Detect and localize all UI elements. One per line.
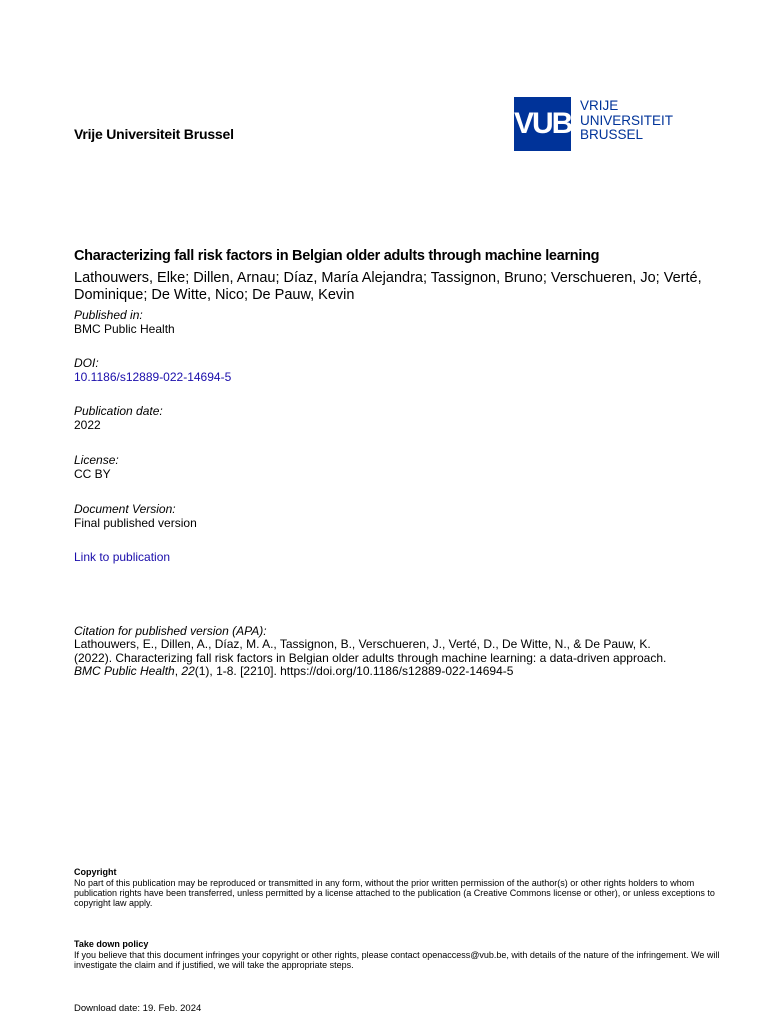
published-in-section	[74, 308, 734, 336]
published-in-value: BMC Public Health	[74, 322, 175, 336]
institution-name: Vrije Universiteit Brussel	[74, 126, 234, 142]
download-date: Download date: 19. Feb. 2024	[74, 1003, 202, 1014]
license-label: License:	[74, 453, 119, 467]
citation-line-3: BMC Public Health, 22(1), 1-8. [2210]. https://doi.org/10.1186/s12889-022-14694-5	[74, 664, 514, 678]
logo-line-1: VRIJE	[580, 98, 619, 113]
logo-wordmark	[580, 99, 673, 143]
author-list: Lathouwers, Elke; Dillen, Arnau; Díaz, María Alejandra; Tassignon, Bruno; Verschueren, Jo; Verté, Dominique; De Witte, Nico; De Pauw, Kevin	[74, 270, 702, 303]
take-down-section	[74, 939, 734, 970]
logo-line-2: UNIVERSITEIT	[580, 112, 674, 128]
published-in-label: Published in:	[74, 308, 143, 322]
doi-section	[74, 356, 734, 384]
link-to-publication[interactable]: Link to publication	[74, 550, 171, 564]
publication-date-value: 2022	[74, 418, 101, 432]
vub-logo	[514, 97, 674, 153]
logo-letters: VUB	[514, 107, 572, 140]
license-section	[74, 453, 734, 481]
document-version-value: Final published version	[74, 516, 197, 530]
document-version-section	[74, 502, 734, 530]
document-version-label: Document Version:	[74, 502, 176, 516]
document-title: Characterizing fall risk factors in Belgian older adults through machine learning	[74, 248, 600, 264]
citation-line-2: (2022). Characterizing fall risk factors in Belgian older adults through machine learning: a data-driven approach.	[74, 650, 667, 665]
citation-rest: (1), 1-8. [2210]. https://doi.org/10.1186/s12889-022-14694-5	[194, 664, 514, 678]
copyright-section	[74, 867, 734, 908]
license-value: CC BY	[74, 467, 111, 481]
publication-date-section	[74, 404, 734, 432]
take-down-heading: Take down policy	[74, 939, 149, 949]
logo-line-3: BRUSSEL	[580, 127, 644, 142]
citation-section	[74, 624, 734, 679]
citation-volume: 22	[181, 664, 195, 678]
link-section	[74, 550, 734, 564]
doi-link[interactable]: 10.1186/s12889-022-14694-5	[74, 370, 232, 384]
citation-line-1: Lathouwers, E., Dillen, A., Díaz, M. A., Tassignon, B., Verschueren, J., Verté, D., De Witte, N., & De Pauw, K.	[74, 637, 651, 651]
copyright-text: No part of this publication may be reproduced or transmitted in any form, without the prior written permission of the author(s) or other rights holders to whom publication rights have been transferred, unless permitted by a license attached to the publication (a Creative Commons license or other), or unless exceptions to copyright law apply.	[74, 878, 715, 908]
citation-label: Citation for published version (APA):	[74, 624, 267, 638]
copyright-heading: Copyright	[74, 867, 117, 877]
publication-date-label: Publication date:	[74, 404, 163, 418]
take-down-text: If you believe that this document infringes your copyright or other rights, please contact openaccess@vub.be, with details of the nature of the infringement. We will investigate the claim and if justified, we will take the appropriate steps.	[74, 950, 720, 970]
doi-label: DOI:	[74, 356, 99, 370]
citation-journal: BMC Public Health	[74, 664, 175, 678]
